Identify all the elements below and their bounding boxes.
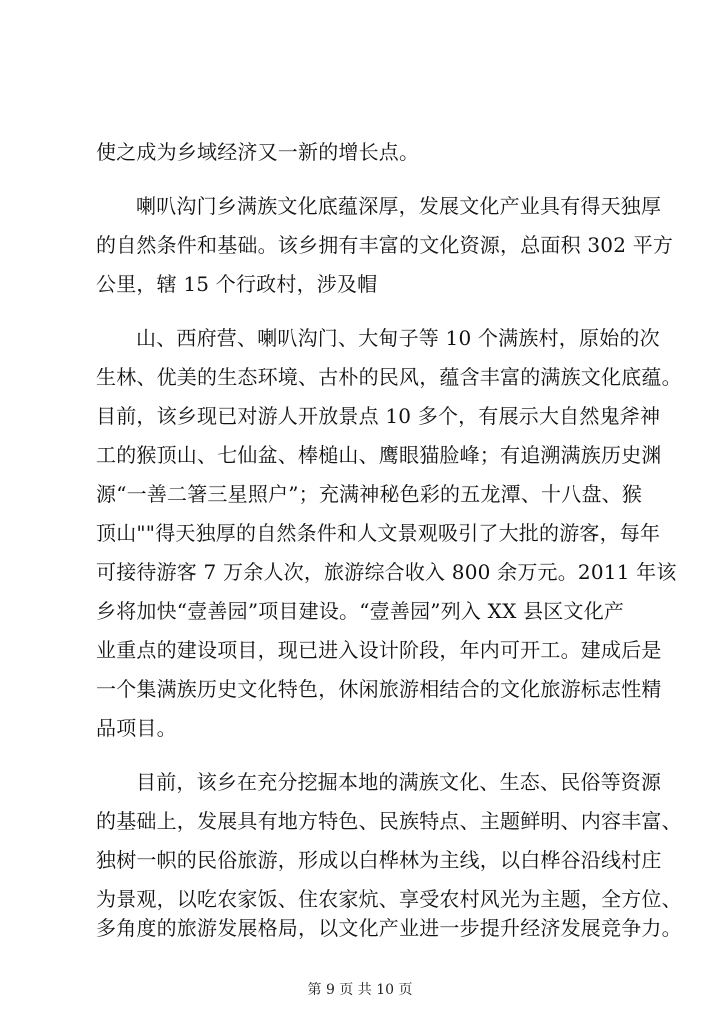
- text-line: 公里，辖 15 个行政村，涉及帽: [96, 272, 378, 296]
- text-line: 使之成为乡域经济又一新的增长点。: [96, 140, 420, 164]
- text-line: 目前，该乡现已对游人开放景点 10 多个，有展示大自然鬼斧神: [96, 404, 661, 428]
- text-line: 的自然条件和基础。该乡拥有丰富的文化资源，总面积 302 平方: [96, 233, 674, 257]
- text-line: 独树一帜的民俗旅游，形成以白桦林为主线，以白桦谷沿线村庄: [96, 848, 662, 872]
- text-line: 多角度的旅游发展格局，以文化产业进一步提升经济发展竞争力。: [96, 916, 682, 940]
- text-line: 顶山""得天独厚的自然条件和人文景观吸引了大批的游客，每年: [96, 521, 661, 545]
- text-line: 品项目。: [96, 716, 177, 740]
- text-line: 乡将加快“壹善园”项目建设。“壹善园”列入 XX 县区文化产: [96, 599, 625, 623]
- text-line: 源“一善二箸三星照户”；充满神秘色彩的五龙潭、十八盘、猴: [96, 482, 643, 506]
- text-line: 目前，该乡在充分挖掘本地的满族文化、生态、民俗等资源: [136, 770, 662, 794]
- text-line: 为景观，以吃农家饭、住农家炕、享受农村风光为主题，全方位、: [96, 887, 682, 911]
- text-line: 业重点的建设项目，现已进入设计阶段，年内可开工。建成后是: [96, 638, 662, 662]
- page-footer: 第 9 页 共 10 页: [307, 982, 413, 998]
- text-line: 生林、优美的生态环境、古朴的民风，蕴含丰富的满族文化底蕴。: [96, 365, 682, 389]
- text-line: 一个集满族历史文化特色，休闲旅游相结合的文化旅游标志性精: [96, 677, 662, 701]
- text-line: 工的猴顶山、七仙盆、棒槌山、鹰眼猫脸峰；有追溯满族历史渊: [96, 443, 662, 467]
- text-line: 喇叭沟门乡满族文化底蕴深厚，发展文化产业具有得天独厚: [136, 194, 662, 218]
- text-line: 的基础上，发展具有地方特色、民族特点、主题鲜明、内容丰富、: [96, 809, 682, 833]
- text-line: 可接待游客 7 万余人次，旅游综合收入 800 余万元。2011 年该: [96, 560, 677, 584]
- text-line: 山、西府营、喇叭沟门、大甸子等 10 个满族村，原始的次: [136, 326, 660, 350]
